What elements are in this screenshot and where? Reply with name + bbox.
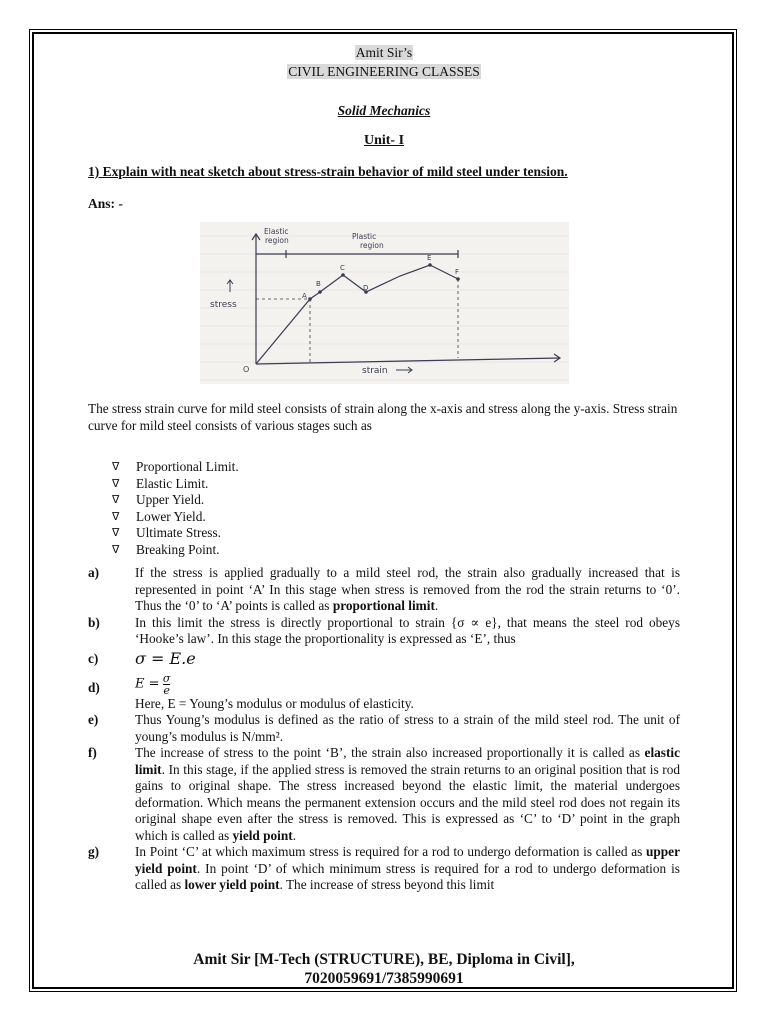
question-heading: 1) Explain with neat sketch about stress-strain behavior of mild steel under tension.: [88, 164, 568, 179]
item-c: c) σ = E.e: [88, 648, 196, 668]
triangle-bullet-icon: ∇: [112, 476, 120, 490]
point-c-label: C: [340, 264, 345, 272]
stress-strain-sketch: [200, 222, 569, 384]
list-item: ∇ Elastic Limit.: [112, 475, 209, 491]
triangle-bullet-icon: ∇: [112, 509, 120, 523]
unit-title: Unit- I: [363, 133, 405, 148]
item-a: a) If the stress is applied gradually to a mild steel rod, the strain also gradually increased that is represented in point ‘A’ In this stage when stress is removed from the rod the strain returns to ‘0’. Thus the ‘0’ to ‘A’ points is called as proportional limit.: [88, 565, 680, 613]
author-line: Amit Sir’s: [355, 45, 413, 60]
point-d-label: D: [363, 284, 369, 292]
triangle-bullet-icon: ∇: [112, 493, 120, 507]
x-axis-label: strain: [362, 366, 388, 376]
institute-title: CIVIL ENGINEERING CLASSES: [288, 64, 480, 79]
item-d-note: Here, E = Young’s modulus or modulus of elasticity.: [135, 695, 414, 711]
point-f-label: F: [455, 268, 460, 276]
item-b: b) In this limit the stress is directly proportional to strain {σ ∝ e}, that means the steel rod obeys ‘Hooke’s law’. In this stage the proportionality is expressed as ‘E’, thus: [88, 614, 680, 646]
item-d: d) E = $\frac{\sigma}{e}$ Here, E = Young’s modulus or modulus of elasticity.: [88, 670, 680, 713]
point-e-label: E: [427, 254, 432, 262]
elastic-label-2: region: [265, 236, 289, 245]
list-item: ∇ Lower Yield.: [112, 508, 206, 524]
stage-list: [112, 459, 239, 559]
triangle-bullet-icon: ∇: [112, 542, 120, 556]
point-o-label: O: [243, 365, 250, 374]
list-item: ∇ Upper Yield.: [112, 492, 205, 508]
point-b-label: B: [316, 280, 321, 288]
item-e: e) Thus Young’s modulus is defined as the ratio of stress to a strain of the mild steel rod. The unit of young’s modulus is N/mm².: [88, 712, 680, 744]
elastic-label-1: Elastic: [264, 227, 289, 236]
point-a-label: A: [302, 292, 307, 300]
explanation-list: [88, 565, 680, 894]
list-item: ∇ Ultimate Stress.: [112, 525, 221, 541]
triangle-bullet-icon: ∇: [112, 460, 120, 473]
triangle-bullet-icon: ∇: [112, 526, 120, 540]
list-item: ∇ Breaking Point.: [112, 541, 220, 557]
footer-credentials: Amit Sir [M-Tech (STRUCTURE), BE, Diploma in Civil],: [193, 951, 575, 968]
plastic-label-2: region: [360, 241, 384, 250]
footer-phone: 7020059691/7385990691: [304, 970, 464, 987]
sketch-paper: [200, 222, 569, 384]
item-g: g) In Point ‘C’ at which maximum stress is required for a rod to undergo deformation is called as upper yield point. In point ‘D’ of which minimum stress is required for a rod to undergo deformation is called as lower yield point. The increase of stress beyond this limit: [88, 844, 680, 892]
list-item: ∇ Proportional Limit.: [112, 459, 239, 474]
answer-label: Ans: -: [88, 196, 123, 211]
equation-d-fraction: $\frac{\sigma}{e}$: [162, 671, 171, 697]
plastic-label-1: Plastic: [352, 232, 377, 241]
subject-title: Solid Mechanics: [337, 103, 431, 118]
item-f: f) The increase of stress to the point ‘B’, the strain also increased proportionally it is called as elastic limit. In this stage, if the applied stress is removed the strain returns to an original position that is rod gains to original shape. The stress increased beyond the elastic limit, the material undergoes deformation. Which means the permanent extension occurs and the mild steel rod does not regain its original shape even after the stress is removed. This is expressed as ‘C’ to ‘D’ point in the graph which is called as yield point.: [88, 745, 680, 843]
intro-paragraph: The stress strain curve for mild steel consists of strain along the x-axis and stress along the y-axis. Stress strain curve for mild steel consists of various stages such as: [88, 401, 678, 433]
y-axis-label: stress: [210, 300, 237, 310]
equation-c: σ = E.e: [135, 648, 196, 668]
